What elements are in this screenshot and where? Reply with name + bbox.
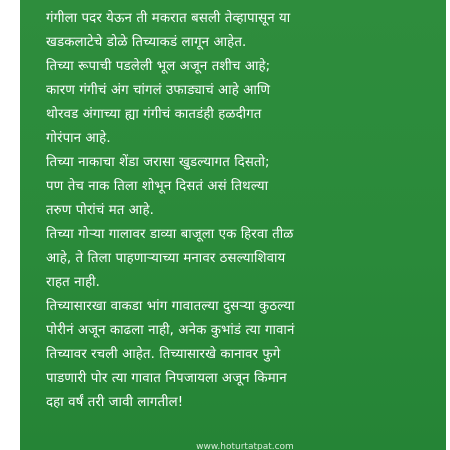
text-line: कारण गंगीचं अंग चांगलं उफाड्याचं आहे आणि bbox=[46, 83, 271, 98]
text-line: पण तेच नाक तिला शोभून दिसतं असं तिथल्या bbox=[46, 179, 269, 194]
text-line: आहे, ते तिला पाहणाऱ्याच्या मनावर ठसल्याशिवाय bbox=[46, 251, 286, 266]
paragraph-3 bbox=[46, 151, 442, 223]
text-line: तिच्यासारखा वाकडा भांग गावातल्या दुसऱ्या कुठल्या bbox=[46, 299, 295, 314]
text-line: पोरीनं अजून काढला नाही, अनेक कुभांडं त्या गावानं bbox=[46, 323, 295, 338]
paragraph-5 bbox=[46, 295, 442, 415]
text-line: पाडणारी पोर त्या गावात निपजायला अजून किमान bbox=[46, 371, 287, 386]
text-line: तरुण पोरांचं मत आहे. bbox=[46, 203, 154, 218]
paragraph-1 bbox=[46, 7, 442, 55]
text-line: थोरवड अंगाच्या ह्या गंगीचं कातडंही हळदीगत bbox=[46, 107, 262, 122]
text-line: तिच्या नाकाचा शेंडा जरासा खुडल्यागत दिसतो; bbox=[46, 155, 270, 170]
text-line: खडकलाटेचे डोळे तिच्याकडं लागून आहेत. bbox=[46, 35, 247, 50]
text-line: गोरंपान आहे. bbox=[46, 131, 111, 146]
text-line: तिच्यावर रचली आहेत. तिच्यासारखे कानावर फुगे bbox=[46, 347, 281, 362]
text-line: तिच्या गोऱ्या गालावर डाव्या बाजूला एक हिरवा तीळ bbox=[46, 227, 294, 242]
text-line: गंगीला पदर येऊन ती मकरात बसली तेव्हापासून या bbox=[46, 11, 291, 26]
paragraph-4 bbox=[46, 223, 442, 295]
green-text-panel bbox=[20, 0, 446, 450]
text-line: राहत नाही. bbox=[46, 275, 101, 290]
story-text bbox=[46, 7, 442, 415]
text-line: दहा वर्षं तरी जावी लागतील! bbox=[46, 395, 184, 410]
paragraph-2 bbox=[46, 55, 442, 151]
website-watermark: www.hoturtatpat.com bbox=[196, 442, 294, 450]
text-line: तिच्या रूपाची पडलेली भूल अजून तशीच आहे; bbox=[46, 59, 271, 74]
